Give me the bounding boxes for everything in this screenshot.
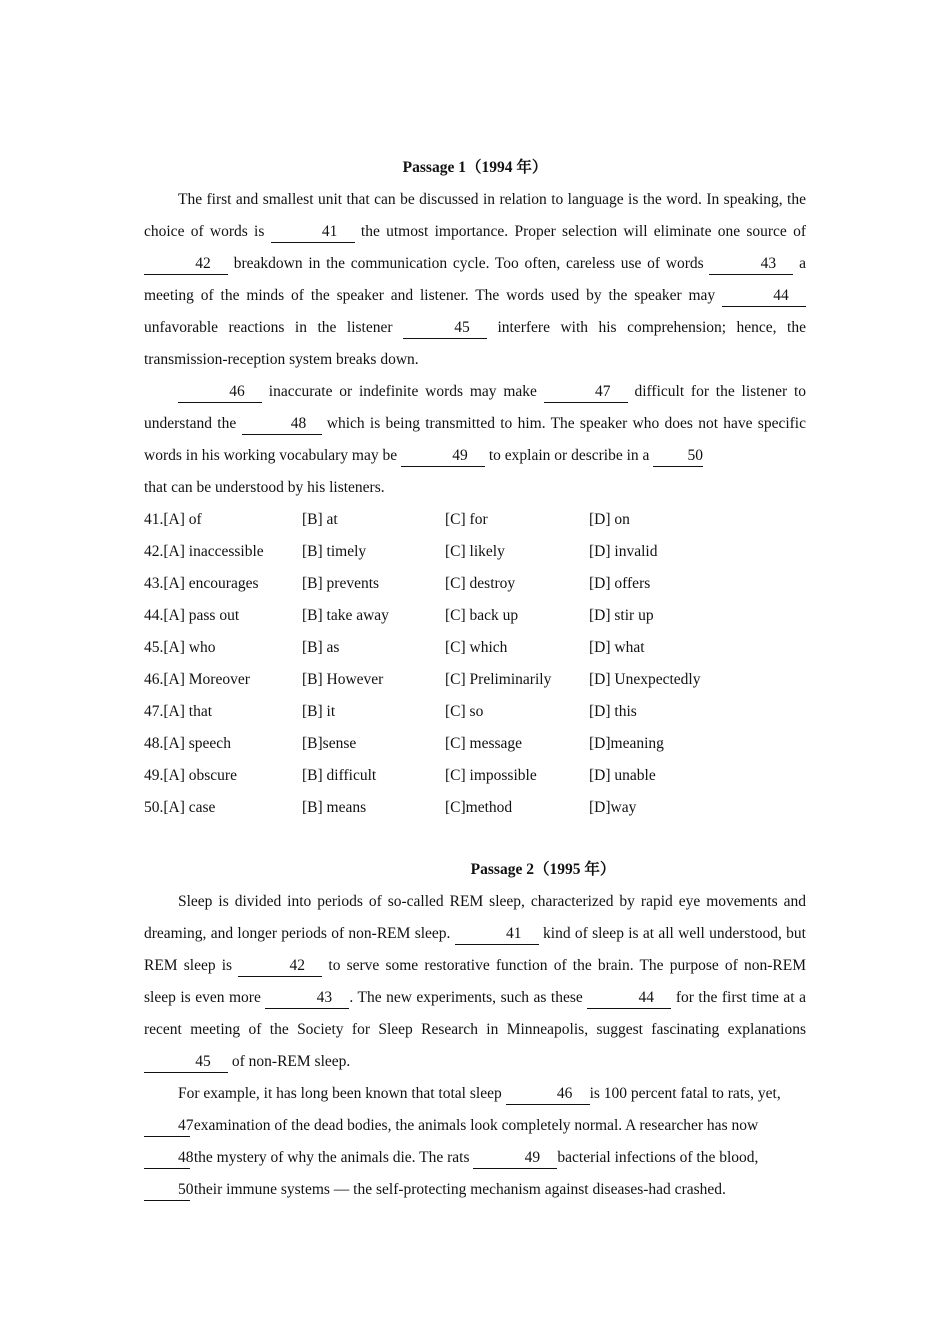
option-b: [B] as [302, 639, 340, 656]
option-c: [C] for [445, 511, 488, 528]
option-c: [C] likely [445, 543, 505, 560]
option-d: [D] this [589, 703, 637, 720]
option-row-42 [144, 536, 806, 568]
text-segment: inaccurate or indefinite words may make [262, 383, 544, 400]
option-b: [B] take away [302, 607, 389, 624]
passage2-paragraph-2 [144, 1078, 806, 1206]
option-a: 44.[A] pass out [144, 607, 240, 624]
document-page [144, 152, 806, 1206]
passage2-paragraph-1 [144, 886, 806, 1078]
option-a: 46.[A] Moreover [144, 671, 250, 688]
text-segment: the utmost importance. Proper selection will eliminate one source of [354, 223, 806, 240]
blank-50: 50 [144, 1180, 190, 1201]
option-b: [B] means [302, 799, 367, 816]
passage2-year: （1995 年） [533, 861, 616, 878]
option-d: [D] on [589, 511, 630, 528]
option-c: [C] destroy [445, 575, 516, 592]
text-segment: the mystery of why the animals die. The rats [190, 1149, 474, 1166]
blank-44: 44 [587, 988, 671, 1009]
text-segment: difficult for the listener to understand the [144, 383, 806, 432]
option-c: [C] back up [445, 607, 519, 624]
option-a: 50.[A] case [144, 799, 216, 816]
blank-42: 42 [238, 956, 322, 977]
blank-46: 46 [178, 382, 262, 403]
option-row-45 [144, 632, 806, 664]
text-segment: Sleep is divided into periods of so-called REM sleep, characterized by rapid eye movements and dreaming, and longer periods of non-REM sleep. [144, 893, 806, 942]
option-a: 43.[A] encourages [144, 575, 259, 592]
blank-47: 47 [544, 382, 628, 403]
blank-45: 45 [403, 318, 487, 339]
option-d: [D] what [589, 639, 645, 656]
blank-47: 47 [144, 1116, 190, 1137]
blank-49: 49 [401, 446, 485, 467]
option-d: [D]way [589, 799, 637, 816]
option-row-47 [144, 696, 806, 728]
text-segment: is 100 percent fatal to rats, yet, [589, 1085, 781, 1102]
option-b: [B] prevents [302, 575, 380, 592]
option-row-44 [144, 600, 806, 632]
option-a: 45.[A] who [144, 639, 216, 656]
option-d: [D] stir up [589, 607, 654, 624]
option-c: [C]method [445, 799, 513, 816]
text-segment: unfavorable reactions in the listener [144, 319, 403, 336]
option-b: [B] However [302, 671, 384, 688]
option-row-46 [144, 664, 806, 696]
text-segment: that can be understood by his listeners. [144, 479, 385, 496]
text-segment: of non-REM sleep. [228, 1053, 351, 1070]
blank-48: 48 [242, 414, 322, 435]
text-segment: kind of sleep is at all well understood, but REM sleep is [144, 925, 806, 974]
option-d: [D] Unexpectedly [589, 671, 701, 688]
option-b: [B] at [302, 511, 338, 528]
option-c: [C] Preliminarily [445, 671, 552, 688]
option-c: [C] which [445, 639, 508, 656]
blank-48: 48 [144, 1148, 190, 1169]
option-c: [C] impossible [445, 767, 537, 784]
text-segment: bacterial infections of the blood, [557, 1149, 759, 1166]
text-segment: to explain or describe in a [485, 447, 654, 464]
section-gap [144, 824, 806, 854]
passage2-title [144, 854, 806, 886]
option-b: [B] timely [302, 543, 367, 560]
option-a: 49.[A] obscure [144, 767, 237, 784]
passage1-paragraph-2 [144, 376, 806, 504]
blank-41: 41 [271, 222, 355, 243]
passage1-title [144, 152, 806, 184]
text-segment: interfere with his comprehension; hence, the transmission-reception system breaks down. [144, 319, 806, 368]
option-a: 48.[A] speech [144, 735, 231, 752]
text-segment: their immune systems — the self-protecting mechanism against diseases-had crashed. [190, 1181, 726, 1198]
option-b: [B]sense [302, 735, 357, 752]
option-a: 47.[A] that [144, 703, 213, 720]
blank-43: 43 [709, 254, 793, 275]
blank-44: 44 [722, 286, 806, 307]
option-row-43 [144, 568, 806, 600]
blank-43: 43 [265, 988, 349, 1009]
passage1-title-text: Passage 1 [402, 159, 466, 176]
text-segment: breakdown in the communication cycle. Too often, careless use of words [228, 255, 710, 272]
option-row-48 [144, 728, 806, 760]
option-c: [C] so [445, 703, 484, 720]
blank-50: 50 [653, 446, 703, 467]
blank-41: 41 [455, 924, 539, 945]
passage2-title-text: Passage 2 [470, 861, 534, 878]
option-row-41 [144, 504, 806, 536]
passage1-options [144, 504, 806, 824]
text-segment: For example, it has long been known that total sleep [178, 1085, 506, 1102]
option-d: [D] invalid [589, 543, 658, 560]
option-row-49 [144, 760, 806, 792]
option-d: [D] offers [589, 575, 651, 592]
blank-45: 45 [144, 1052, 228, 1073]
passage1-paragraph-1 [144, 184, 806, 376]
blank-49: 49 [473, 1148, 557, 1169]
option-d: [D] unable [589, 767, 656, 784]
option-d: [D]meaning [589, 735, 664, 752]
text-segment: a meeting of the minds of the speaker and listener. The words used by the speaker may [144, 255, 806, 304]
blank-42: 42 [144, 254, 228, 275]
blank-46: 46 [506, 1084, 590, 1105]
text-segment: to serve some restorative function of the brain. The purpose of non-REM sleep is even more [144, 957, 806, 1006]
option-c: [C] message [445, 735, 523, 752]
text-segment: . The new experiments, such as these [349, 989, 588, 1006]
passage1-year: （1994 年） [465, 159, 548, 176]
option-row-50 [144, 792, 806, 824]
text-segment: which is being transmitted to him. The speaker who does not have specific words in his working vocabulary may be [144, 415, 806, 464]
text-segment: The first and smallest unit that can be discussed in relation to language is the word. In speaking, the choice of words is [144, 191, 806, 240]
option-a: 42.[A] inaccessible [144, 543, 264, 560]
option-b: [B] difficult [302, 767, 377, 784]
option-b: [B] it [302, 703, 336, 720]
text-segment: examination of the dead bodies, the animals look completely normal. A researcher has now [190, 1117, 759, 1134]
option-a: 41.[A] of [144, 511, 202, 528]
text-segment: for the first time at a recent meeting of the Society for Sleep Research in Minneapolis, suggest fascinating explanations [144, 989, 806, 1038]
